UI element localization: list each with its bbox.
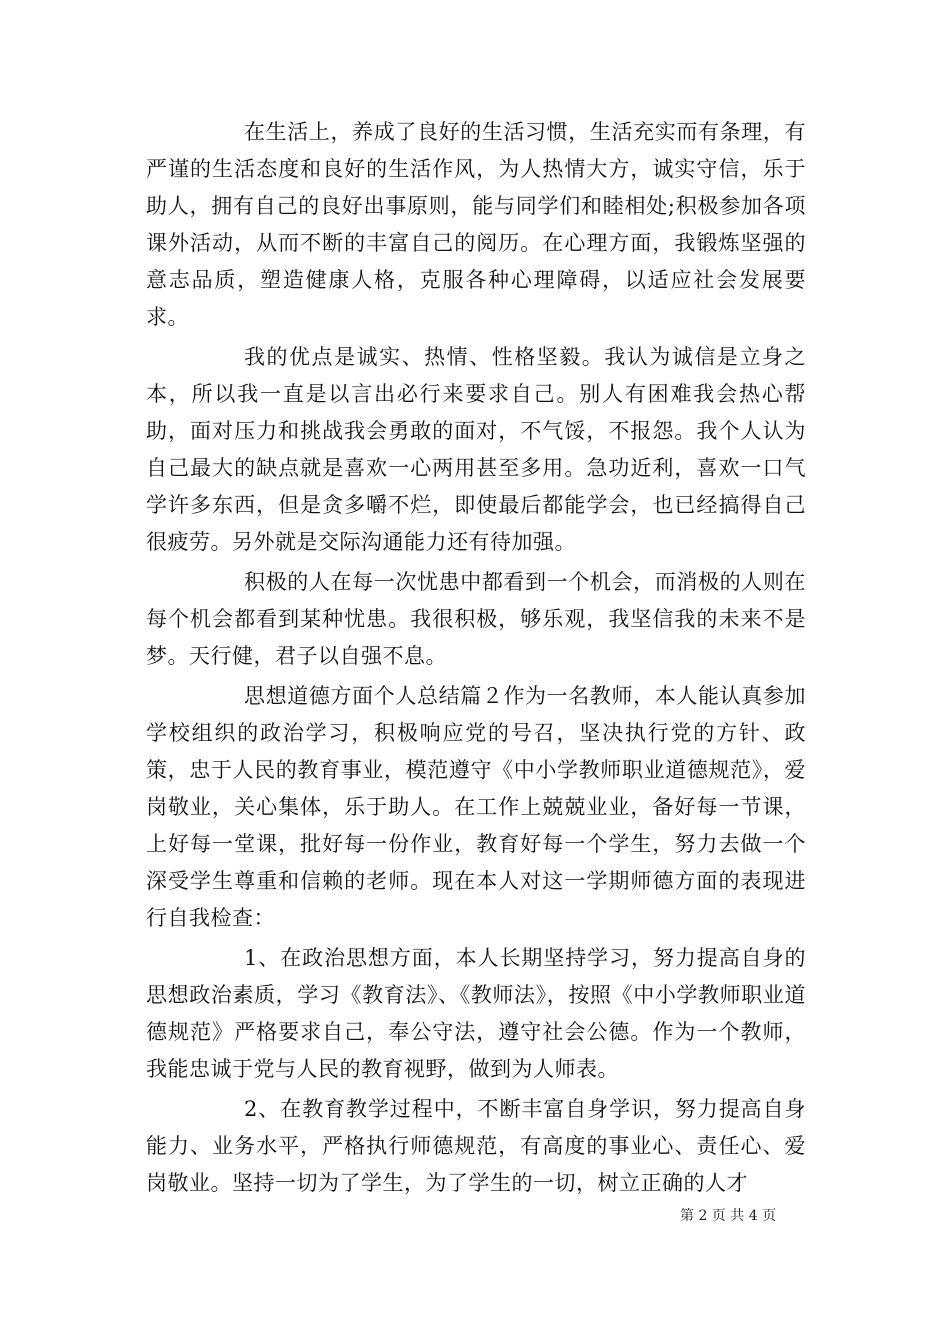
paragraph-teaching-process: 2、在教育教学过程中，不断丰富自身学识，努力提高自身能力、业务水平，严格执行师德规范，有高度的事业心、责任心、爱岗敬业。坚持一切为了学生，为了学生的一切，树立正确的人才 xyxy=(146,1097,806,1195)
paragraph-strengths-weaknesses: 我的优点是诚实、热情、性格坚毅。我认为诚信是立身之本，所以我一直是以言出必行来要求自己。别人有困难我会热心帮助，面对压力和挑战我会勇敢的面对，不气馁，不报怨。我个人认为自己最大的缺点就是喜欢一心两用甚至多用。急功近利，喜欢一口气学许多东西，但是贪多嚼不烂，即使最后都能学会，也已经搞得自己很疲劳。另外就是交际沟通能力还有待加强。 xyxy=(146,345,806,554)
paragraph-optimism: 积极的人在每一次忧患中都看到一个机会，而消极的人则在每个机会都看到某种忧患。我很积极，够乐观，我坚信我的未来不是梦。天行健，君子以自强不息。 xyxy=(146,570,806,668)
paragraph-teacher-summary: 思想道德方面个人总结篇２作为一名教师，本人能认真参加学校组织的政治学习，积极响应党的号召，坚决执行党的方针、政策，忠于人民的教育事业，模范遵守《中小学教师职业道德规范》，爱岗敬业，关心集体，乐于助人。在工作上兢兢业业，备好每一节课，上好每一堂课，批好每一份作业，教育好每一个学生，努力去做一个深受学生尊重和信赖的老师。现在本人对这一学期师德方面的表现进行自我检查： xyxy=(146,684,806,930)
paragraph-political-thought: 1、在政治思想方面，本人长期坚持学习，努力提高自身的思想政治素质，学习《教育法》、《教师法》，按照《中小学教师职业道德规范》严格要求自己，奉公守法，遵守社会公德。作为一个教师，我能忠诚于党与人民的教育视野，做到为人师表。 xyxy=(146,946,806,1081)
document-body xyxy=(146,114,806,1202)
page-number-footer: 第 2 页 共 4 页 xyxy=(680,1208,777,1224)
paragraph-life-habits: 在生活上，养成了良好的生活习惯，生活充实而有条理，有严谨的生活态度和良好的生活作风，为人热情大方，诚实守信，乐于助人，拥有自己的良好出事原则，能与同学们和睦相处;积极参加各项课外活动，从而不断的丰富自己的阅历。在心理方面，我锻炼坚强的意志品质，塑造健康人格，克服各种心理障碍，以适应社会发展要求。 xyxy=(146,120,806,329)
